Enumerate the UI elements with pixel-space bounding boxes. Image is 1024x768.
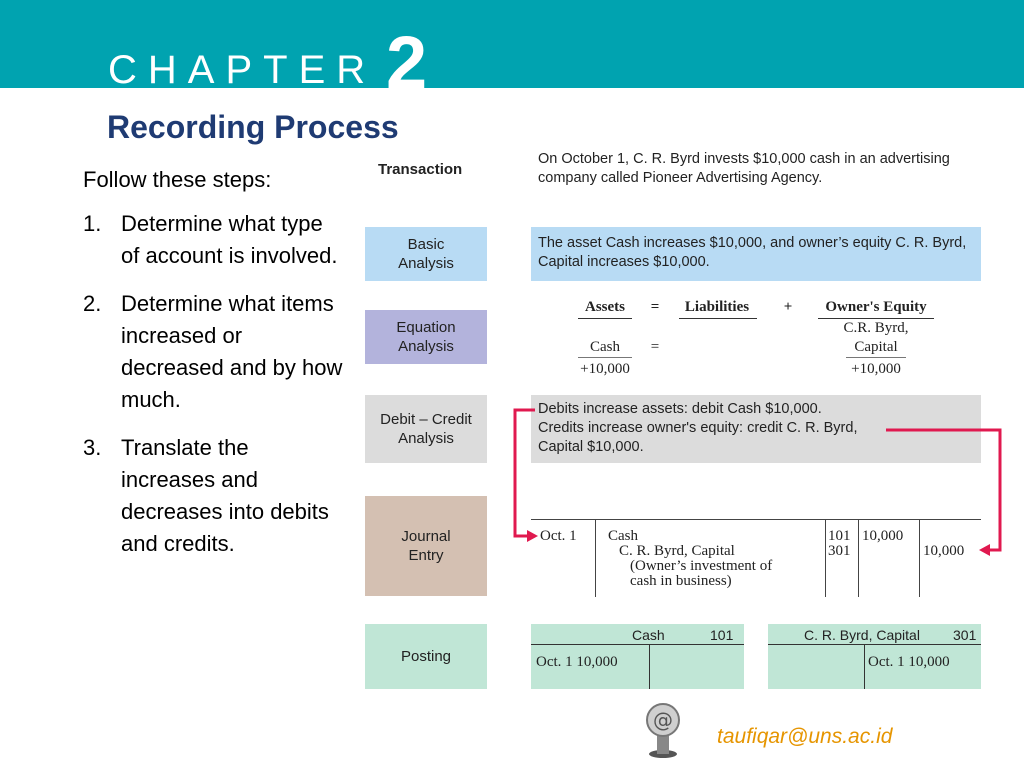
svg-text:@: @ xyxy=(653,708,673,732)
dc-text-line1: Debits increase assets: debit Cash $10,000. xyxy=(538,401,822,417)
journal-ref-2: 301 xyxy=(828,543,851,559)
eq-capital-line1: C.R. Byrd, xyxy=(843,320,909,336)
dc-text-line2: Credits increase owner's equity: credit C. R. Byrd, xyxy=(538,420,858,436)
step-text: Determine what items increased or decreased and by how much. xyxy=(121,291,343,412)
eq-equals-sign: = xyxy=(650,299,660,315)
eq-equals-sign-2: = xyxy=(650,339,660,355)
ledger-capital-number: 301 xyxy=(953,627,977,643)
journal-debit-amount: 10,000 xyxy=(862,528,904,544)
steps-intro: Follow these steps: xyxy=(83,167,272,192)
eq-plus-sign: + xyxy=(783,299,793,315)
basic-analysis-text: The asset Cash increases $10,000, and owner’s equity C. R. Byrd, Capital increases $10,000. xyxy=(531,227,981,281)
email-at-icon xyxy=(640,702,686,760)
step-number: 3. xyxy=(83,435,102,460)
contact-email[interactable]: taufiqar@uns.ac.id xyxy=(717,725,893,748)
eq-capital-amount: +10,000 xyxy=(851,361,901,377)
debit-arrow-line xyxy=(515,410,535,536)
posting-label: Posting xyxy=(365,624,487,689)
je-label-line2: Entry xyxy=(408,547,444,564)
credit-arrow-line xyxy=(886,430,1000,550)
dc-text-line3: Capital $10,000. xyxy=(538,439,644,455)
ledger-capital-title: C. R. Byrd, Capital xyxy=(804,627,920,643)
transaction-label: Transaction xyxy=(378,161,463,178)
basic-label-line1: Basic xyxy=(407,236,445,253)
credit-arrow-head xyxy=(979,544,990,556)
step-number: 2. xyxy=(83,291,102,316)
journal-explanation-2: cash in business) xyxy=(630,573,732,589)
chapter-label: CHAPTER xyxy=(108,48,377,92)
journal-date: Oct. 1 xyxy=(540,528,577,544)
dc-label-line1: Debit – Credit xyxy=(380,411,472,428)
ledger-capital-entry: Oct. 1 10,000 xyxy=(868,654,950,670)
basic-label-line2: Analysis xyxy=(398,255,454,272)
slide-title: Recording Process xyxy=(107,109,399,145)
step-text: Translate the increases and decreases into debits and credits. xyxy=(121,435,329,556)
journal-credit-amount: 10,000 xyxy=(923,543,965,559)
equation-label-line2: Analysis xyxy=(398,338,454,355)
journal-ref-1: 101 xyxy=(828,528,851,544)
ledger-cash-title: Cash xyxy=(632,627,665,643)
chapter-number: 2 xyxy=(386,21,428,104)
equation-label-line1: Equation xyxy=(396,319,456,336)
eq-cash-label: Cash xyxy=(590,339,620,355)
eq-owners-equity-heading: Owner's Equity xyxy=(825,299,927,315)
eq-liabilities-heading: Liabilities xyxy=(684,299,750,315)
journal-explanation-1: (Owner’s investment of xyxy=(630,558,773,574)
ledger-cash-number: 101 xyxy=(710,627,734,643)
dc-label-line2: Analysis xyxy=(398,430,454,447)
eq-cash-amount: +10,000 xyxy=(580,361,630,377)
step-text: Determine what type of account is involved. xyxy=(121,211,338,268)
ledger-cash-entry: Oct. 1 10,000 xyxy=(536,654,618,670)
step-number: 1. xyxy=(83,211,102,236)
transaction-text: On October 1, C. R. Byrd invests $10,000 cash in an advertising company called Pioneer Advertising Agency. xyxy=(538,151,950,186)
je-label-line1: Journal xyxy=(401,528,451,545)
eq-assets-heading: Assets xyxy=(585,299,625,315)
debit-arrow-head xyxy=(527,530,538,542)
journal-debit-account: Cash xyxy=(608,528,638,544)
eq-capital-line2: Capital xyxy=(854,339,898,355)
journal-credit-account: C. R. Byrd, Capital xyxy=(619,543,735,559)
